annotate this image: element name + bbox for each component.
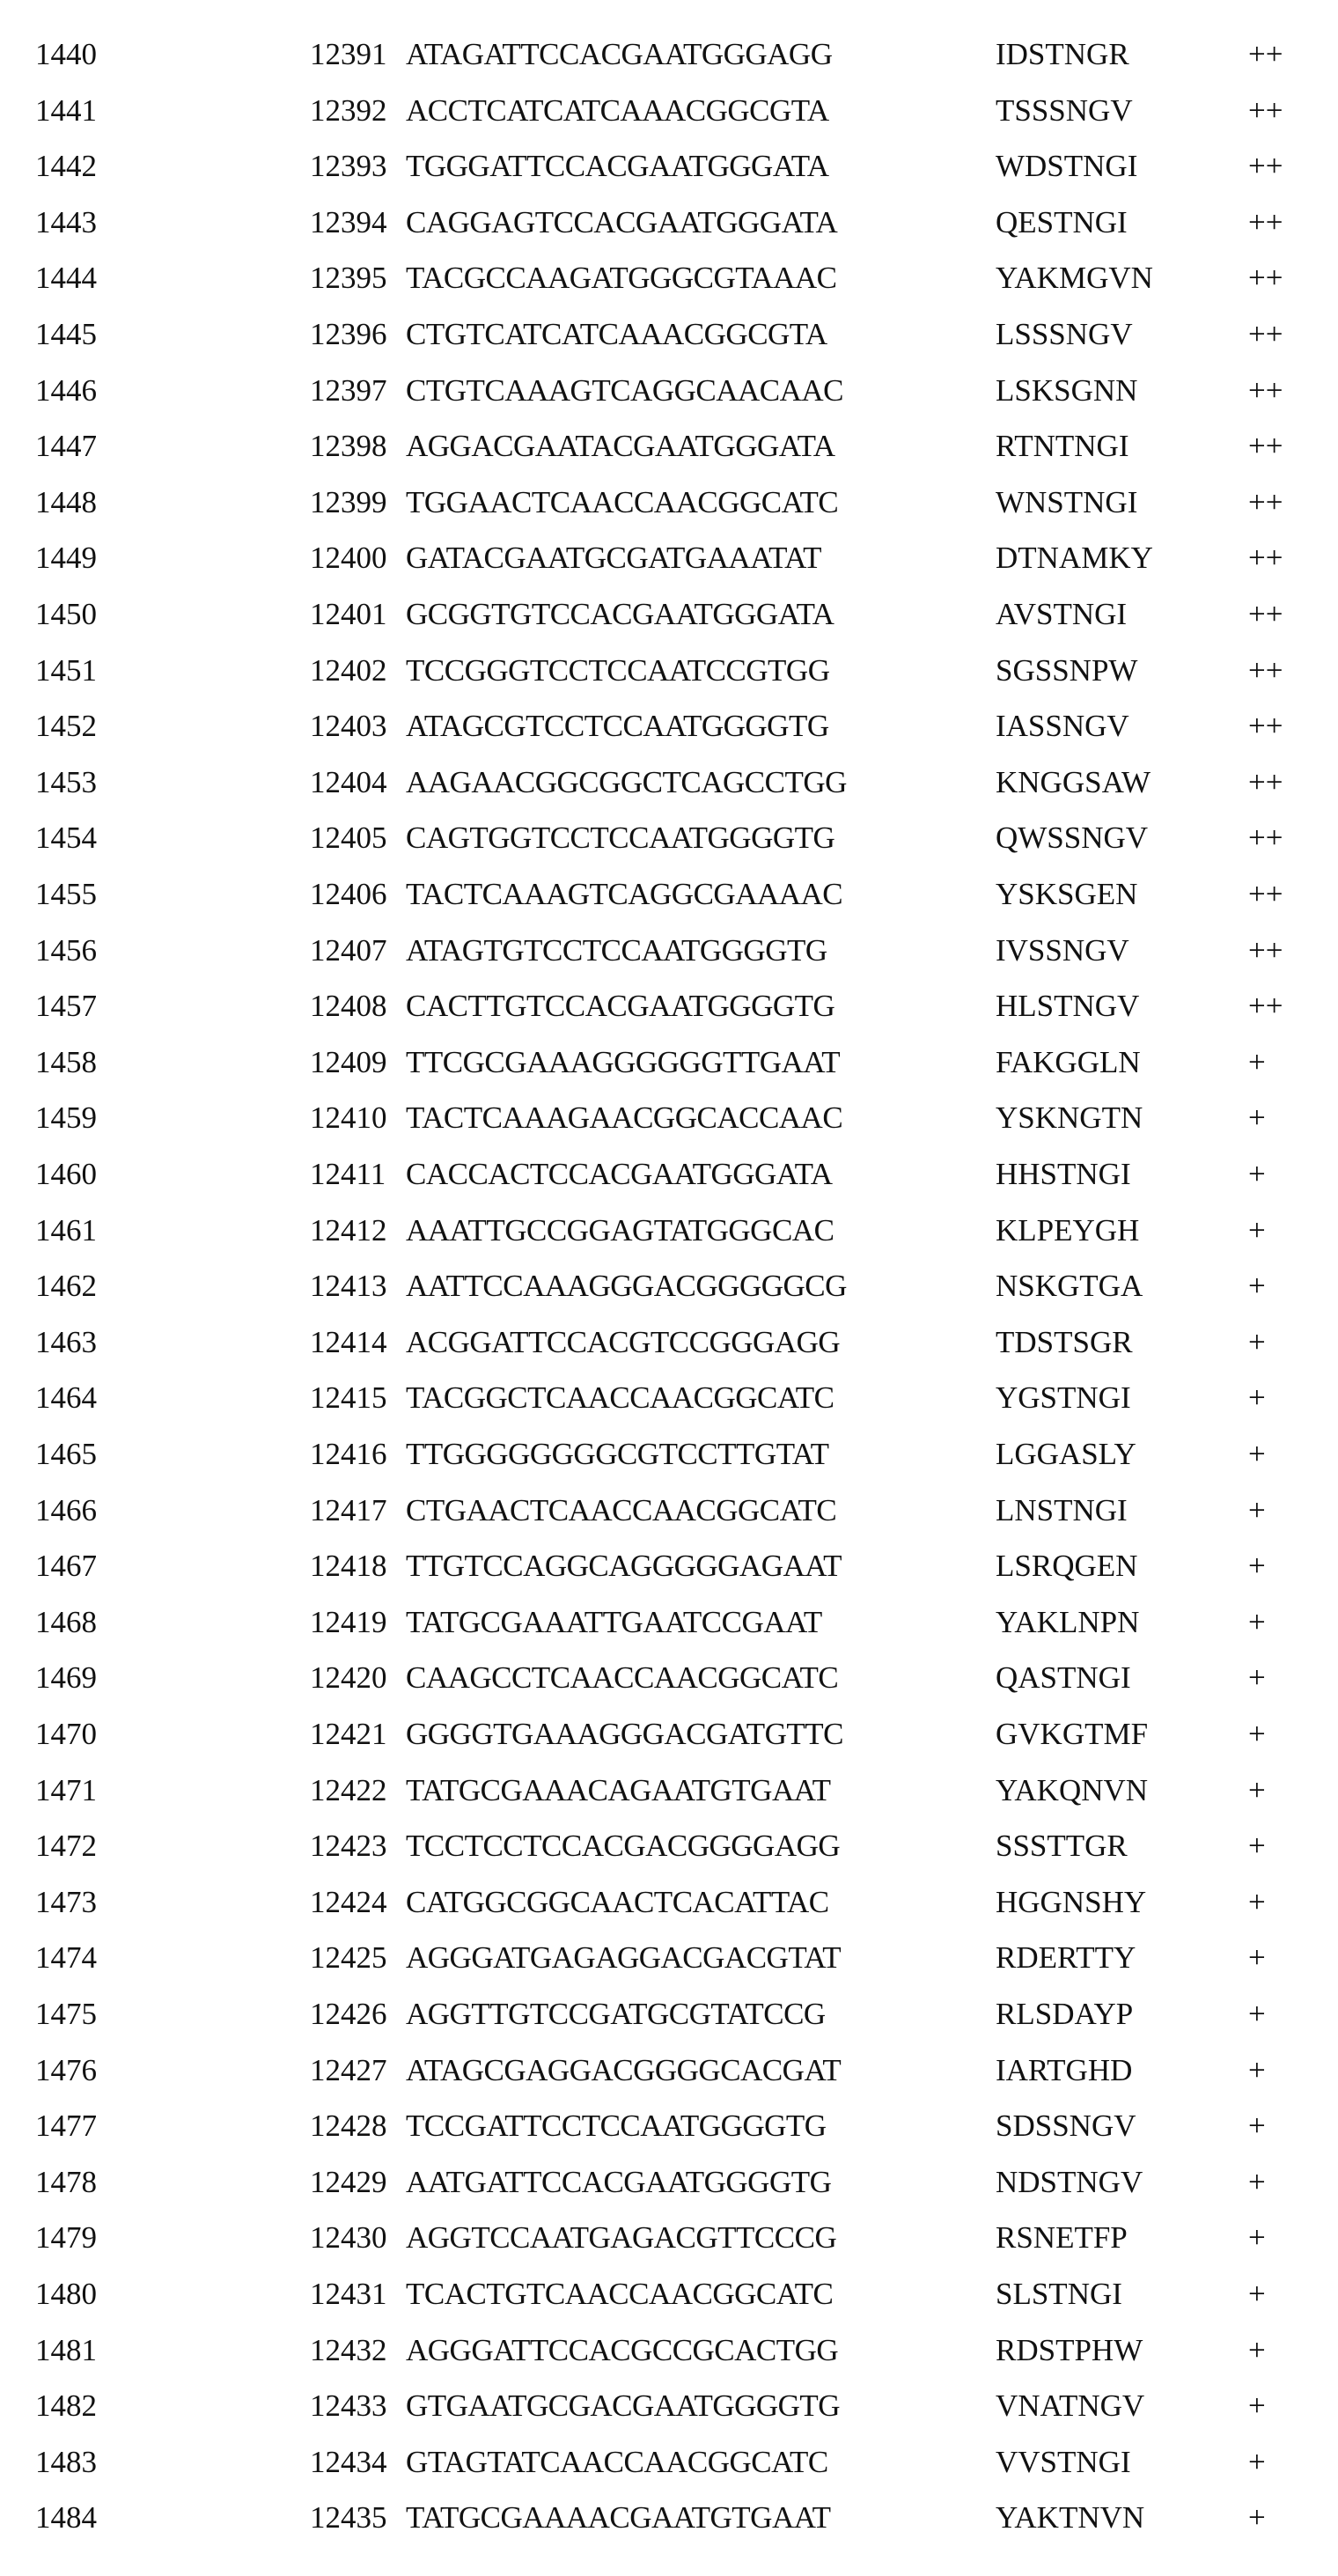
activity-score: + [1248,1483,1266,1539]
sequence-id: 12434 [310,2434,387,2491]
peptide-sequence: YAKLNPN [996,1594,1139,1651]
row-number: 1483 [35,2434,97,2491]
sequence-id: 12391 [310,26,387,83]
peptide-sequence: GVKGTMF [996,1706,1148,1763]
peptide-sequence: VNATNGV [996,2378,1144,2434]
peptide-sequence: TDSTSGR [996,1314,1133,1371]
sequence-id: 12422 [310,1763,387,1819]
nucleotide-sequence: AGGGATTCCACGCCGCACTGG [406,2322,838,2379]
peptide-sequence: LSKSGNN [996,363,1137,419]
activity-score: + [1248,2154,1266,2211]
table-row [0,1483,1338,1539]
sequence-id: 12430 [310,2210,387,2266]
activity-score: + [1248,1874,1266,1931]
activity-score: ++ [1248,866,1283,923]
activity-score: + [1248,1763,1266,1819]
row-number: 1446 [35,363,97,419]
sequence-id: 12396 [310,306,387,363]
activity-score: + [1248,1706,1266,1763]
sequence-id: 12429 [310,2154,387,2211]
table-row [0,1706,1338,1763]
activity-score: + [1248,1426,1266,1483]
row-number: 1465 [35,1426,97,1483]
table-row [0,2042,1338,2099]
nucleotide-sequence: GATACGAATGCGATGAAATAT [406,530,821,586]
sequence-id: 12394 [310,195,387,251]
nucleotide-sequence: TCCTCCTCCACGACGGGGAGG [406,1818,840,1874]
nucleotide-sequence: AGGTTGTCCGATGCGTATCCG [406,1986,826,2042]
activity-score: ++ [1248,363,1283,419]
peptide-sequence: HGGNSHY [996,1874,1146,1931]
table-row [0,643,1338,699]
table-row [0,2266,1338,2322]
nucleotide-sequence: TATGCGAAATTGAATCCGAAT [406,1594,822,1651]
row-number: 1461 [35,1203,97,1259]
row-number: 1451 [35,643,97,699]
nucleotide-sequence: CTGTCATCATCAAACGGCGTA [406,306,827,363]
activity-score: ++ [1248,754,1283,811]
row-number: 1468 [35,1594,97,1651]
sequence-id: 12420 [310,1650,387,1706]
sequence-id: 12416 [310,1426,387,1483]
activity-score: + [1248,1314,1266,1371]
sequence-id: 12402 [310,643,387,699]
table-row [0,1763,1338,1819]
table-row [0,26,1338,83]
activity-score: ++ [1248,26,1283,83]
row-number: 1445 [35,306,97,363]
nucleotide-sequence: TGGGATTCCACGAATGGGATA [406,138,829,195]
peptide-sequence: SLSTNGI [996,2266,1122,2322]
activity-score: ++ [1248,810,1283,866]
nucleotide-sequence: AAATTGCCGGAGTATGGGCAC [406,1203,834,1259]
activity-score: ++ [1248,475,1283,531]
activity-score: + [1248,1594,1266,1651]
sequence-id: 12410 [310,1090,387,1146]
peptide-sequence: FAKGGLN [996,1034,1141,1091]
activity-score: ++ [1248,138,1283,195]
nucleotide-sequence: CAAGCCTCAACCAACGGCATC [406,1650,838,1706]
sequence-id: 12405 [310,810,387,866]
row-number: 1443 [35,195,97,251]
peptide-sequence: SSSTTGR [996,1818,1128,1874]
nucleotide-sequence: ATAGATTCCACGAATGGGAGG [406,26,832,83]
table-row [0,1314,1338,1371]
peptide-sequence: SDSSNGV [996,2098,1136,2154]
row-number: 1440 [35,26,97,83]
activity-score: + [1248,2266,1266,2322]
nucleotide-sequence: GTAGTATCAACCAACGGCATC [406,2434,828,2491]
table-row [0,418,1338,475]
row-number: 1469 [35,1650,97,1706]
activity-score: ++ [1248,83,1283,139]
nucleotide-sequence: TACGCCAAGATGGGCGTAAAC [406,250,836,306]
activity-score: + [1248,1203,1266,1259]
peptide-sequence: IARTGHD [996,2042,1132,2099]
sequence-id: 12425 [310,1930,387,1986]
table-row [0,475,1338,531]
sequence-id: 12406 [310,866,387,923]
sequence-id: 12397 [310,363,387,419]
row-number: 1475 [35,1986,97,2042]
table-row [0,1650,1338,1706]
nucleotide-sequence: ATAGTGTCCTCCAATGGGGTG [406,923,827,979]
nucleotide-sequence: AGGACGAATACGAATGGGATA [406,418,835,475]
peptide-sequence: RLSDAYP [996,1986,1133,2042]
peptide-sequence: RSNETFP [996,2210,1128,2266]
nucleotide-sequence: GTGAATGCGACGAATGGGGTG [406,2378,840,2434]
peptide-sequence: RDERTTY [996,1930,1136,1986]
table-row [0,2378,1338,2434]
activity-score: ++ [1248,923,1283,979]
nucleotide-sequence: AATTCCAAAGGGACGGGGGCG [406,1258,847,1314]
peptide-sequence: DTNAMKY [996,530,1153,586]
table-row [0,83,1338,139]
table-row [0,138,1338,195]
nucleotide-sequence: CTGTCAAAGTCAGGCAACAAC [406,363,843,419]
peptide-sequence: QASTNGI [996,1650,1131,1706]
table-row [0,978,1338,1034]
table-row [0,1818,1338,1874]
sequence-id: 12426 [310,1986,387,2042]
nucleotide-sequence: CTGAACTCAACCAACGGCATC [406,1483,836,1539]
row-number: 1476 [35,2042,97,2099]
activity-score: + [1248,1650,1266,1706]
sequence-id: 12433 [310,2378,387,2434]
table-row [0,530,1338,586]
activity-score: + [1248,1090,1266,1146]
row-number: 1464 [35,1370,97,1426]
nucleotide-sequence: ACGGATTCCACGTCCGGGAGG [406,1314,840,1371]
sequence-id: 12432 [310,2322,387,2379]
peptide-sequence: KNGGSAW [996,754,1151,811]
peptide-sequence: NDSTNGV [996,2154,1143,2211]
activity-score: ++ [1248,306,1283,363]
sequence-id: 12403 [310,698,387,754]
peptide-sequence: LNSTNGI [996,1483,1128,1539]
row-number: 1471 [35,1763,97,1819]
sequence-id: 12408 [310,978,387,1034]
activity-score: + [1248,1986,1266,2042]
nucleotide-sequence: AGGTCCAATGAGACGTTCCCG [406,2210,836,2266]
sequence-id: 12414 [310,1314,387,1371]
peptide-sequence: YGSTNGI [996,1370,1131,1426]
activity-score: + [1248,1818,1266,1874]
row-number: 1452 [35,698,97,754]
peptide-sequence: TSSSNGV [996,83,1133,139]
activity-score: + [1248,1538,1266,1594]
peptide-sequence: RDSTPHW [996,2322,1143,2379]
table-row [0,2322,1338,2379]
table-row [0,810,1338,866]
peptide-sequence: AVSTNGI [996,586,1127,643]
activity-score: + [1248,2490,1266,2546]
row-number: 1449 [35,530,97,586]
activity-score: + [1248,2434,1266,2491]
peptide-sequence: WNSTNGI [996,475,1137,531]
activity-score: + [1248,2210,1266,2266]
nucleotide-sequence: AAGAACGGCGGCTCAGCCTGG [406,754,847,811]
table-row [0,754,1338,811]
nucleotide-sequence: AATGATTCCACGAATGGGGTG [406,2154,831,2211]
table-row [0,923,1338,979]
sequence-id: 12417 [310,1483,387,1539]
row-number: 1441 [35,83,97,139]
table-row [0,1203,1338,1259]
activity-score: ++ [1248,418,1283,475]
nucleotide-sequence: TCCGGGTCCTCCAATCCGTGG [406,643,829,699]
activity-score: ++ [1248,698,1283,754]
row-number: 1457 [35,978,97,1034]
peptide-sequence: LGGASLY [996,1426,1136,1483]
row-number: 1482 [35,2378,97,2434]
peptide-sequence: KLPEYGH [996,1203,1139,1259]
row-number: 1463 [35,1314,97,1371]
nucleotide-sequence: TACGGCTCAACCAACGGCATC [406,1370,834,1426]
sequence-id: 12415 [310,1370,387,1426]
sequence-id: 12427 [310,2042,387,2099]
table-row [0,2154,1338,2211]
table-row [0,586,1338,643]
sequence-id: 12401 [310,586,387,643]
activity-score: ++ [1248,978,1283,1034]
peptide-sequence: LSRQGEN [996,1538,1137,1594]
nucleotide-sequence: CATGGCGGCAACTCACATTAC [406,1874,829,1931]
nucleotide-sequence: TACTCAAAGTCAGGCGAAAAC [406,866,842,923]
table-row [0,2490,1338,2546]
sequence-id: 12418 [310,1538,387,1594]
activity-score: ++ [1248,643,1283,699]
nucleotide-sequence: TTCGCGAAAGGGGGGTTGAAT [406,1034,840,1091]
table-row [0,2434,1338,2491]
row-number: 1474 [35,1930,97,1986]
table-row [0,1090,1338,1146]
table-row [0,1874,1338,1931]
row-number: 1460 [35,1146,97,1203]
row-number: 1467 [35,1538,97,1594]
sequence-id: 12424 [310,1874,387,1931]
activity-score: ++ [1248,530,1283,586]
row-number: 1453 [35,754,97,811]
table-row [0,1370,1338,1426]
table-row [0,250,1338,306]
row-number: 1459 [35,1090,97,1146]
nucleotide-sequence: TTGTCCAGGCAGGGGGAGAAT [406,1538,842,1594]
row-number: 1462 [35,1258,97,1314]
activity-score: + [1248,2322,1266,2379]
peptide-sequence: QWSSNGV [996,810,1148,866]
nucleotide-sequence: ATAGCGTCCTCCAATGGGGTG [406,698,829,754]
sequence-id: 12419 [310,1594,387,1651]
nucleotide-sequence: ATAGCGAGGACGGGGCACGAT [406,2042,841,2099]
row-number: 1450 [35,586,97,643]
peptide-sequence: YSKSGEN [996,866,1137,923]
row-number: 1477 [35,2098,97,2154]
sequence-id: 12400 [310,530,387,586]
peptide-sequence: WDSTNGI [996,138,1137,195]
sequence-id: 12392 [310,83,387,139]
activity-score: + [1248,2098,1266,2154]
table-row [0,1538,1338,1594]
nucleotide-sequence: AGGGATGAGAGGACGACGTAT [406,1930,841,1986]
nucleotide-sequence: TGGAACTCAACCAACGGCATC [406,475,838,531]
table-row [0,1986,1338,2042]
activity-score: ++ [1248,250,1283,306]
peptide-sequence: VVSTNGI [996,2434,1131,2491]
activity-score: + [1248,1034,1266,1091]
table-row [0,363,1338,419]
peptide-sequence: LSSSNGV [996,306,1133,363]
peptide-sequence: NSKGTGA [996,1258,1143,1314]
row-number: 1473 [35,1874,97,1931]
peptide-sequence: IASSNGV [996,698,1129,754]
activity-score: ++ [1248,586,1283,643]
sequence-id: 12435 [310,2490,387,2546]
row-number: 1470 [35,1706,97,1763]
row-number: 1442 [35,138,97,195]
sequence-id: 12409 [310,1034,387,1091]
sequence-id: 12423 [310,1818,387,1874]
peptide-sequence: YSKNGTN [996,1090,1143,1146]
nucleotide-sequence: CACTTGTCCACGAATGGGGTG [406,978,834,1034]
nucleotide-sequence: GGGGTGAAAGGGACGATGTTC [406,1706,843,1763]
row-number: 1454 [35,810,97,866]
row-number: 1484 [35,2490,97,2546]
sequence-id: 12412 [310,1203,387,1259]
row-number: 1479 [35,2210,97,2266]
sequence-id: 12395 [310,250,387,306]
peptide-sequence: QESTNGI [996,195,1128,251]
table-row [0,2210,1338,2266]
nucleotide-sequence: TACTCAAAGAACGGCACCAAC [406,1090,842,1146]
activity-score: + [1248,1930,1266,1986]
peptide-sequence: IVSSNGV [996,923,1129,979]
table-row [0,698,1338,754]
sequence-id: 12404 [310,754,387,811]
sequence-id: 12399 [310,475,387,531]
nucleotide-sequence: TCACTGTCAACCAACGGCATC [406,2266,833,2322]
table-row [0,1146,1338,1203]
peptide-sequence: HLSTNGV [996,978,1139,1034]
row-number: 1448 [35,475,97,531]
row-number: 1444 [35,250,97,306]
table-row [0,306,1338,363]
sequence-id: 12413 [310,1258,387,1314]
nucleotide-sequence: TATGCGAAACAGAATGTGAAT [406,1763,831,1819]
nucleotide-sequence: TTGGGGGGGGCGTCCTTGTAT [406,1426,829,1483]
table-row [0,2098,1338,2154]
sequence-id: 12411 [310,1146,386,1203]
row-number: 1456 [35,923,97,979]
sequence-id: 12431 [310,2266,387,2322]
activity-score: + [1248,1370,1266,1426]
table-row [0,1258,1338,1314]
table-row [0,1426,1338,1483]
activity-score: ++ [1248,195,1283,251]
activity-score: + [1248,1258,1266,1314]
table-row [0,866,1338,923]
peptide-sequence: YAKTNVN [996,2490,1144,2546]
row-number: 1447 [35,418,97,475]
activity-score: + [1248,2378,1266,2434]
activity-score: + [1248,2042,1266,2099]
row-number: 1458 [35,1034,97,1091]
sequence-id: 12428 [310,2098,387,2154]
peptide-sequence: RTNTNGI [996,418,1128,475]
table-row [0,1594,1338,1651]
nucleotide-sequence: TATGCGAAAACGAATGTGAAT [406,2490,831,2546]
row-number: 1480 [35,2266,97,2322]
table-row [0,195,1338,251]
table-row [0,1034,1338,1091]
nucleotide-sequence: CAGGAGTCCACGAATGGGATA [406,195,837,251]
nucleotide-sequence: GCGGTGTCCACGAATGGGATA [406,586,834,643]
row-number: 1478 [35,2154,97,2211]
sequence-id: 12407 [310,923,387,979]
sequence-id: 12393 [310,138,387,195]
sequence-id: 12421 [310,1706,387,1763]
peptide-sequence: SGSSNPW [996,643,1137,699]
sequence-id: 12398 [310,418,387,475]
row-number: 1455 [35,866,97,923]
nucleotide-sequence: CAGTGGTCCTCCAATGGGGTG [406,810,834,866]
table-row [0,1930,1338,1986]
nucleotide-sequence: ACCTCATCATCAAACGGCGTA [406,83,829,139]
nucleotide-sequence: TCCGATTCCTCCAATGGGGTG [406,2098,827,2154]
peptide-sequence: YAKMGVN [996,250,1153,306]
nucleotide-sequence: CACCACTCCACGAATGGGATA [406,1146,833,1203]
row-number: 1472 [35,1818,97,1874]
row-number: 1481 [35,2322,97,2379]
peptide-sequence: IDSTNGR [996,26,1129,83]
peptide-sequence: HHSTNGI [996,1146,1131,1203]
activity-score: + [1248,1146,1266,1203]
peptide-sequence: YAKQNVN [996,1763,1148,1819]
row-number: 1466 [35,1483,97,1539]
